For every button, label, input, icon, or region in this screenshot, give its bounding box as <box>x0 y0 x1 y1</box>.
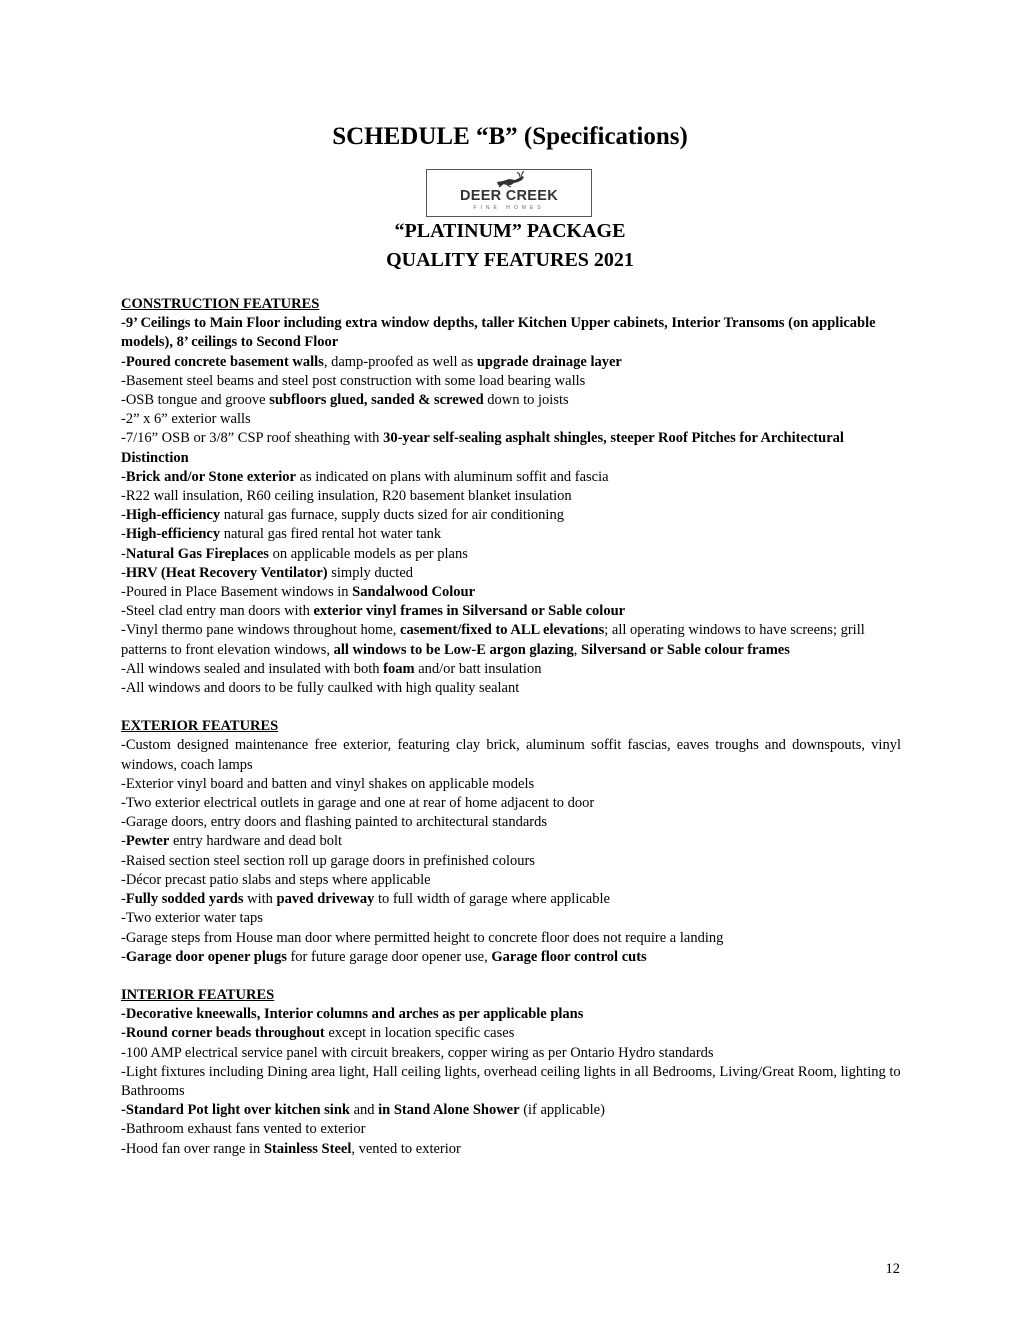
feature-text-bold: Natural Gas Fireplaces <box>125 545 269 562</box>
feature-text: for future garage door opener use, <box>286 948 492 965</box>
feature-text-bold: -Round corner beads throughout <box>121 1025 325 1042</box>
package-subtitle: QUALITY FEATURES 2021 <box>386 249 634 271</box>
feature-text: -Bathroom exhaust fans vented to exterior <box>121 1121 366 1138</box>
section-heading: EXTERIOR FEATURES <box>121 718 279 735</box>
feature-text: - <box>121 468 126 485</box>
feature-text: -Décor precast patio slabs and steps where applicable <box>121 871 431 888</box>
feature-text: - <box>121 833 126 850</box>
feature-item <box>121 372 901 391</box>
feature-text: -Vinyl thermo pane windows throughout home, <box>121 622 401 639</box>
feature-text: - <box>121 545 126 562</box>
feature-text: ; all operating windows to have screens; grill patterns to front elevation windows, <box>121 622 865 658</box>
feature-text-bold: Stainless Steel <box>263 1140 352 1157</box>
feature-text-bold: Brick and/or Stone exterior <box>125 468 296 485</box>
feature-text: , damp-proofed as well as <box>323 353 477 370</box>
feature-item <box>121 948 901 967</box>
feature-text: -2” x 6” exterior walls <box>121 411 251 428</box>
feature-item <box>121 564 901 583</box>
feature-item <box>121 909 901 928</box>
feature-text: to full width of garage where applicable <box>374 891 610 908</box>
feature-text: - <box>121 526 126 543</box>
feature-text-bold: paved driveway <box>276 891 375 908</box>
logo-brand: DEER CREEK <box>459 188 559 204</box>
feature-text: -Light fixtures including Dining area light, Hall ceiling lights, overhead ceiling lights in all Bedrooms, Living/Great Room, lighting to Bathrooms <box>121 1063 901 1099</box>
feature-item <box>121 1101 901 1120</box>
feature-text-bold: Fully sodded yards <box>125 891 244 908</box>
feature-text-bold: Silversand or Sable colour frames <box>580 641 790 658</box>
feature-text: natural gas furnace, supply ducts sized for air conditioning <box>220 507 564 524</box>
feature-text: -Garage doors, entry doors and flashing painted to architectural standards <box>121 814 547 831</box>
feature-text: -All windows sealed and insulated with both <box>121 660 384 677</box>
feature-item <box>121 583 901 602</box>
feature-text-bold: -Standard Pot light over kitchen sink <box>121 1102 350 1119</box>
feature-text: -Custom designed maintenance free exterior, featuring clay brick, aluminum soffit fascias, eaves troughs and downspouts, vinyl windows, coach lamps <box>121 737 901 773</box>
feature-item <box>121 813 901 832</box>
feature-item <box>121 429 901 467</box>
feature-text-bold: Sandalwood Colour <box>352 584 476 601</box>
feature-text-bold: HRV (Heat Recovery Ventilator) <box>125 564 328 581</box>
feature-text: -Basement steel beams and steel post construction with some load bearing walls <box>121 372 586 389</box>
feature-text-bold: upgrade drainage layer <box>476 353 622 370</box>
feature-text: -Two exterior water taps <box>121 910 263 927</box>
feature-item <box>121 506 901 525</box>
feature-text-bold: Garage door opener plugs <box>125 948 287 965</box>
feature-item <box>121 736 901 774</box>
feature-text: and/or batt insulation <box>414 660 542 677</box>
feature-text: as indicated on plans with aluminum soffit and fascia <box>295 468 609 485</box>
feature-text: -Exterior vinyl board and batten and vinyl shakes on applicable models <box>121 775 535 792</box>
feature-item <box>121 890 901 909</box>
feature-text: - <box>121 564 126 581</box>
section-spacer <box>121 967 901 986</box>
feature-item <box>121 660 901 679</box>
feature-item <box>121 929 901 948</box>
feature-text: - <box>121 948 126 965</box>
feature-text-bold: -9’ Ceilings to Main Floor including extra window depths, taller Kitchen Upper cabinets, Interior Transoms (on applicable models), 8’ ceilings to Second Floor <box>121 315 876 351</box>
feature-item <box>121 871 901 890</box>
feature-text: -Garage steps from House man door where permitted height to concrete floor does not require a landing <box>121 929 724 946</box>
feature-text: , <box>573 641 581 658</box>
feature-text: down to joists <box>483 392 569 409</box>
feature-item <box>121 1005 901 1024</box>
feature-text: -Raised section steel section roll up garage doors in prefinished colours <box>121 852 535 869</box>
feature-text-bold: subfloors glued, sanded & screwed <box>269 392 484 409</box>
feature-text: -OSB tongue and groove <box>121 392 270 409</box>
page-number: 12 <box>885 1261 900 1277</box>
feature-text: simply ducted <box>327 564 414 581</box>
feature-text-bold: in Stand Alone Shower <box>378 1102 520 1119</box>
feature-item <box>121 487 901 506</box>
feature-item <box>121 794 901 813</box>
feature-text-bold: all windows to be Low-E argon glazing <box>333 641 574 658</box>
feature-text: -Hood fan over range in <box>121 1140 264 1157</box>
feature-text: entry hardware and dead bolt <box>169 833 343 850</box>
feature-text: -Steel clad entry man doors with <box>121 603 314 620</box>
deer-creek-logo <box>426 169 592 217</box>
package-title: “PLATINUM” PACKAGE <box>394 220 626 242</box>
feature-text: -All windows and doors to be fully caulked with high quality sealant <box>121 680 520 697</box>
feature-item <box>121 410 901 429</box>
feature-item <box>121 1120 901 1139</box>
feature-text: -100 AMP electrical service panel with circuit breakers, copper wiring as per Ontario Hydro standards <box>121 1044 714 1061</box>
feature-item <box>121 468 901 487</box>
feature-text-bold: Garage floor control cuts <box>491 948 647 965</box>
feature-item <box>121 314 901 352</box>
section-heading: INTERIOR FEATURES <box>121 986 275 1003</box>
feature-text: natural gas fired rental hot water tank <box>220 526 442 543</box>
feature-text-bold: exterior vinyl frames in Silversand or Sable colour <box>313 603 626 620</box>
feature-item <box>121 545 901 564</box>
section-spacer <box>121 698 901 717</box>
feature-item <box>121 775 901 794</box>
feature-text: except in location specific cases <box>324 1025 515 1042</box>
section-heading: CONSTRUCTION FEATURES <box>121 296 320 312</box>
feature-text-bold: Pewter <box>125 833 170 850</box>
feature-item <box>121 1140 901 1159</box>
feature-item <box>121 525 901 544</box>
feature-item <box>121 1024 901 1043</box>
feature-item <box>121 602 901 621</box>
feature-text-bold: -Poured concrete basement walls <box>121 353 324 370</box>
feature-item <box>121 1063 901 1101</box>
feature-item <box>121 1044 901 1063</box>
feature-text: - <box>121 891 126 908</box>
feature-text-bold: casement/fixed to ALL elevations <box>400 622 605 639</box>
feature-text: and <box>349 1102 379 1119</box>
feature-text: -R22 wall insulation, R60 ceiling insulation, R20 basement blanket insulation <box>121 488 572 505</box>
feature-text: (if applicable) <box>519 1102 605 1119</box>
feature-text: -7/16” OSB or 3/8” CSP roof sheathing with <box>121 430 384 447</box>
feature-text: on applicable models as per plans <box>268 545 468 562</box>
feature-item <box>121 832 901 851</box>
features-content <box>121 295 901 1159</box>
feature-item <box>121 679 901 698</box>
feature-text-bold: -Decorative kneewalls, Interior columns and arches as per applicable plans <box>121 1006 584 1023</box>
feature-text: -Two exterior electrical outlets in garage and one at rear of home adjacent to door <box>121 795 595 812</box>
feature-text-bold: High-efficiency <box>125 507 221 524</box>
feature-text: -Poured in Place Basement windows in <box>121 584 353 601</box>
feature-text: - <box>121 507 126 524</box>
document-title: SCHEDULE “B” (Specifications) <box>332 123 688 150</box>
feature-item <box>121 852 901 871</box>
feature-text-bold: foam <box>383 660 415 677</box>
feature-text: with <box>243 891 277 908</box>
feature-text-bold: 30-year self-sealing asphalt shingles, steeper Roof Pitches for Architectural Distinction <box>121 430 844 466</box>
feature-text: , vented to exterior <box>351 1140 461 1157</box>
logo-tagline: FINE HOMES <box>473 205 545 211</box>
feature-text-bold: High-efficiency <box>125 526 221 543</box>
feature-item <box>121 391 901 410</box>
feature-item <box>121 621 901 659</box>
feature-item <box>121 353 901 372</box>
